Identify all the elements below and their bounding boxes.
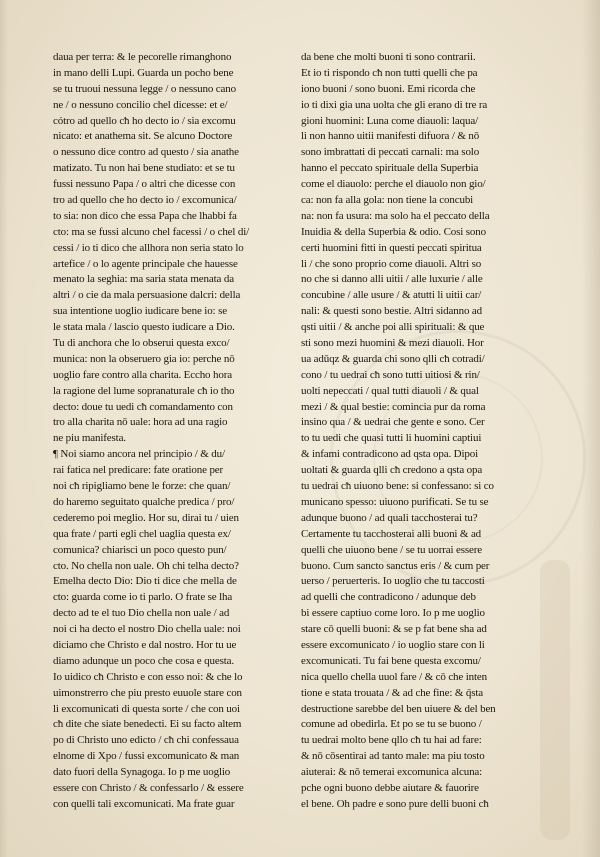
text-line: cto. No chella non uale. Oh chi telha decto?	[53, 559, 239, 572]
text-line: Inuidia & della Superbia & odio. Cosi sono	[301, 225, 486, 238]
text-line: Et io ti rispondo cħ non tutti quelli che pa	[301, 66, 478, 79]
text-line: elnome di Xpo / fussi excomunicato & man	[53, 750, 240, 763]
text-line: municano spesso: uiuono purificati. Se tu se	[301, 495, 489, 508]
text-line: menato la seghia: ma saria stata menata da	[53, 273, 234, 286]
text-line: insino qua / & uedrai che gente e sono. Cer	[301, 416, 485, 429]
text-line: qsti uitii / & anche poi alli spirituali: & que	[301, 321, 485, 334]
text-line: ca: non fa alla gola: non tiene la concubi	[301, 194, 474, 207]
text-line: pche ogni buono debbe aiutare & fauorire	[301, 781, 479, 794]
left-text-column	[53, 50, 275, 813]
text-line: li excomunicati di questa sorte / che con uoi	[53, 702, 240, 715]
text-line: comunica? chiarisci un poco questo pun/	[53, 543, 227, 556]
text-line: el bene. Oh padre e sono pure delli buoni cħ	[301, 797, 489, 810]
text-line: ne piu manifesta.	[53, 432, 126, 445]
text-line: Io uidico cħ Christo e con esso noi: & che lo	[53, 670, 243, 683]
text-line: uoglio fare contro alla charita. Eccho hora	[53, 368, 232, 381]
text-line: tu uedrai cħ uiuono bene: si confessano: si co	[301, 480, 494, 493]
text-line: & nō cōsentirai ad tanto male: ma piu tosto	[301, 750, 485, 763]
text-line: na: non fa usura: ma solo ha el peccato della	[301, 209, 490, 222]
text-line: destructione sarebbe del ben uiuere & del ben	[301, 702, 496, 715]
text-line: da bene che molti buoni ti sono contrarii.	[301, 51, 476, 63]
text-line: uerso / peruerteris. Io uoglio che tu taccosti	[301, 575, 485, 588]
text-line: & infami contradicono ad qsta opa. Dipoi	[301, 448, 478, 461]
page-edge-shadow	[582, 0, 600, 857]
text-line: nica quello chella uuol fare / & cō che inten	[301, 670, 487, 683]
text-line: quelli che uiuono bene / se tu uorrai essere	[301, 543, 482, 556]
text-line: daua per terra: & le pecorelle rimanghono	[53, 51, 232, 63]
text-line: diciamo che Christo e dal nostro. Hor tu ue	[53, 638, 237, 651]
text-line: no che si danno alli uitii / alle luxurie / alle	[301, 273, 483, 286]
text-line: nicato: et anathema sit. Se alcuno Doctore	[53, 130, 233, 143]
text-line: li non hanno uitii manifesti difuora / & nō	[301, 130, 480, 143]
text-line: matizato. Tu non hai bene studiato: et se tu	[53, 162, 235, 175]
text-line: bi essere captiuo come loro. Io p me uoglio	[301, 607, 485, 620]
text-line: sua intentione uoglio iudicare bene io: se	[53, 305, 227, 318]
text-line: to tu uedi che quasi tutti li huomini captiui	[301, 432, 482, 445]
text-line: le stata mala / lascio questo iudicare a Dio.	[53, 321, 235, 334]
right-text-column	[301, 50, 527, 813]
text-line: con quelli tali excomunicati. Ma frate guar	[53, 797, 235, 810]
text-line: cħ dite che siate benedecti. Ei su facto altem	[53, 718, 242, 731]
text-line: decto: doue tu uedi cħ comandamento con	[53, 400, 233, 413]
text-line: rai fatica nel predicare: fate oratione per	[53, 464, 224, 477]
paper-stain	[540, 560, 570, 840]
text-line: tione e stata trouata / & ad che fine: & q̄sta	[301, 686, 484, 699]
text-line: Emelha decto Dio: Dio ti dice che mella de	[53, 575, 237, 588]
text-line: to sia: non dico che essa Papa che lhabbi fa	[53, 209, 237, 222]
text-line: uolti nepeccati / qual tutti diauoli / & qual	[301, 384, 479, 397]
text-line: Tu di anchora che lo obserui questa exco/	[53, 337, 230, 350]
text-line: comune ad obedirla. Et po se tu se buono /	[301, 718, 482, 731]
text-line: adunque buono / ad quali tacchosterai tu?	[301, 511, 478, 524]
text-line: ¶ Noi siamo ancora nel principio / & du/	[53, 448, 225, 461]
text-line: la ragione del lume sopranaturale cħ io tho	[53, 384, 235, 397]
text-line: decto ad te el tuo Dio chella non uale / ad	[53, 607, 230, 620]
text-line: aiuterai: & nō temerai excomunica alcuna:	[301, 766, 483, 779]
text-line: Certamente tu tacchosterai alli buoni & ad	[301, 527, 482, 540]
text-line: cono / tu uedrai cħ sono tutti uitiosi & rin/	[301, 368, 480, 381]
text-line: sono imbrattati di peccati carnali: ma solo	[301, 146, 480, 159]
text-line: fussi nessuno Papa / o altri che dicesse con	[53, 178, 236, 191]
text-line: come el diauolo: perche el diauolo non gio/	[301, 178, 486, 191]
text-line: noi ci ha decto el nostro Dio chella uale: noi	[53, 623, 241, 636]
text-line: munica: non la obseruero gia io: perche nō	[53, 352, 235, 365]
text-line: iono buoni / sono buoni. Emi ricorda che	[301, 82, 476, 95]
text-line: diamo adunque un poco che cosa e questa.	[53, 654, 234, 667]
text-line: io ti dixi gia una uolta che gli erano di tre ra	[301, 98, 488, 111]
text-line: dato fuori della Synagoga. Io p me uoglio	[53, 766, 231, 779]
text-line: nali: & questi sono bestie. Altri sidanno ad	[301, 305, 482, 318]
text-line: altri / o cie da mala persuasione dalcri: della	[53, 289, 241, 302]
text-line: cederemo poi meglio. Hor su, dirai tu / uien	[53, 511, 239, 524]
text-line: hanno el peccato spirituale della Superbia	[301, 162, 479, 175]
text-line: buono. Cum sancto sanctus eris / & cum per	[301, 559, 490, 572]
text-line: tro alla charita nō uale: hora ad una ragio	[53, 416, 228, 429]
text-line: cto: ma se fussi alcuno chel facessi / o chel di/	[53, 225, 250, 238]
text-line: li / che sono proprio come diauoli. Altri so	[301, 257, 482, 270]
text-line: certi huomini fitti in questi peccati spiritua	[301, 241, 482, 254]
text-line: in mano delli Lupi. Guarda un pocho bene	[53, 66, 234, 79]
text-line: sti sono mezi huomini & mezi diauoli. Hor	[301, 337, 484, 350]
text-line: essere con Christo / & confessarlo / & essere	[53, 781, 244, 794]
text-line: stare cō quelli buoni: & se p fat bene sha ad	[301, 623, 487, 636]
text-line: noi cħ ripigliamo bene le forze: che quan/	[53, 480, 231, 493]
text-line: mezi / & qual bestie: comincia pur da roma	[301, 400, 486, 413]
text-line: essere excomunicato / io uoglio stare con li	[301, 638, 485, 651]
text-line: ne / o nessuno concilio chel dicesse: et e/	[53, 98, 228, 111]
text-line: cto: guarda come io ti parlo. O frate se lha	[53, 591, 233, 604]
text-line: tro ad quello che ho decto io / excomunica/	[53, 194, 237, 207]
binding-shadow	[0, 0, 8, 857]
text-line: uoltati & guarda qlli cħ credono a qsta opa	[301, 464, 483, 477]
text-line: excomunicati. Tu fai bene questa excomu/	[301, 654, 481, 667]
text-line: se tu truoui nessuna legge / o nessuno cano	[53, 82, 236, 95]
text-line: cótro ad quello cħ ho decto io / sia excomu	[53, 114, 236, 127]
text-line: uimonstrerro che piu presto euuole stare con	[53, 686, 242, 699]
text-line: concubine / alle usure / & atutti li uitii car/	[301, 289, 482, 302]
text-line: o nessuno dice contro ad questo / sia anathe	[53, 146, 239, 159]
text-line: ua adūqz & guarda chi sono qlli cħ cotradi/	[301, 352, 485, 365]
text-line: tu uedrai molto bene qllo cħ tu hai ad fare:	[301, 734, 482, 747]
text-line: po di Christo uno edicto / cħ chi confessaua	[53, 734, 239, 747]
text-line: artefice / o lo agente principale che hauesse	[53, 257, 238, 270]
text-line: do haremo seguitato qualche predica / pro/	[53, 495, 235, 508]
text-line: qua frate / parti egli chel uaglia questa ex/	[53, 527, 231, 540]
text-line: cessi / io ti dico che allhora non seria stato lo	[53, 241, 244, 254]
text-line: ad quelli che contradicono / adunque deb	[301, 591, 476, 604]
text-line: gioni huomini: Luna come diauoli: laqua/	[301, 114, 478, 127]
